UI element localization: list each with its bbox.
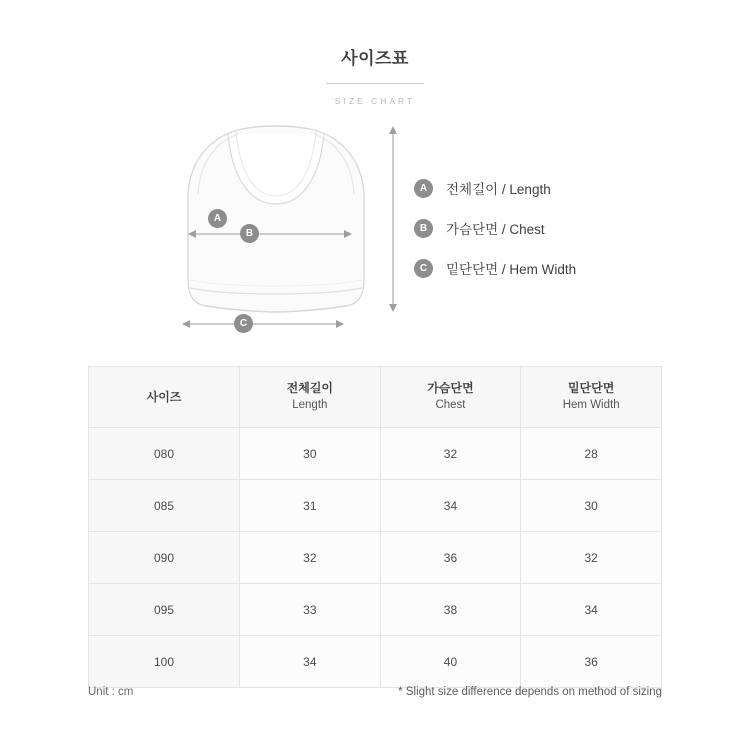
- header-chest: [380, 367, 521, 428]
- cell-chest: 34: [380, 480, 521, 532]
- cell-hem: 34: [521, 584, 662, 636]
- legend-label-length: 전체길이 / Length: [446, 182, 551, 197]
- size-table: [88, 366, 662, 688]
- cell-size: 080: [89, 428, 240, 480]
- legend: [414, 178, 576, 298]
- garment-diagram: [0, 120, 750, 350]
- cell-hem: 36: [521, 636, 662, 688]
- cell-length: 32: [240, 532, 381, 584]
- sizing-disclaimer: * Slight size difference depends on method of sizing: [398, 686, 662, 698]
- legend-badge-a: A: [414, 179, 433, 198]
- cell-chest: 40: [380, 636, 521, 688]
- size-table-body: [89, 428, 662, 688]
- table-row: [89, 532, 662, 584]
- footnotes: [88, 686, 662, 698]
- table-row: [89, 584, 662, 636]
- cell-length: 33: [240, 584, 381, 636]
- cell-size: 085: [89, 480, 240, 532]
- legend-label-chest: 가슴단면 / Chest: [446, 222, 545, 237]
- cell-size: 095: [89, 584, 240, 636]
- header-length-ko: 전체길이: [286, 380, 334, 395]
- header-hem-en: Hem Width: [562, 399, 620, 412]
- cell-length: 31: [240, 480, 381, 532]
- page-title: 사이즈표: [341, 49, 409, 68]
- cell-chest: 32: [380, 428, 521, 480]
- cell-length: 30: [240, 428, 381, 480]
- header-hem-ko: 밑단단면: [567, 380, 615, 395]
- cell-hem: 28: [521, 428, 662, 480]
- cell-size: 090: [89, 532, 240, 584]
- legend-badge-c: C: [414, 259, 433, 278]
- diagram-marker-b: B: [240, 224, 259, 243]
- header: [0, 0, 750, 106]
- diagram-marker-a: A: [208, 209, 227, 228]
- cell-hem: 32: [521, 532, 662, 584]
- header-chest-en: Chest: [435, 399, 466, 412]
- cell-hem: 30: [521, 480, 662, 532]
- cell-size: 100: [89, 636, 240, 688]
- header-length: [240, 367, 381, 428]
- table-header-row: [89, 367, 662, 428]
- legend-item-chest: [414, 218, 576, 238]
- title-divider: [326, 83, 424, 84]
- header-hem: [521, 367, 662, 428]
- header-size: 사이즈: [89, 367, 240, 428]
- sports-bra-illustration: [150, 120, 410, 345]
- cell-chest: 38: [380, 584, 521, 636]
- legend-item-hem: [414, 258, 576, 278]
- cell-chest: 36: [380, 532, 521, 584]
- table-row: [89, 636, 662, 688]
- legend-badge-b: B: [414, 219, 433, 238]
- header-chest-ko: 가슴단면: [427, 380, 474, 395]
- table-row: [89, 428, 662, 480]
- legend-item-length: [414, 178, 576, 198]
- page-subtitle: SIZE CHART: [334, 96, 416, 106]
- unit-note: Unit : cm: [88, 686, 134, 698]
- table-row: [89, 480, 662, 532]
- header-length-en: Length: [292, 399, 328, 412]
- diagram-marker-c: C: [234, 314, 253, 333]
- size-table-head: [89, 367, 662, 428]
- legend-label-hem: 밑단단면 / Hem Width: [446, 262, 577, 277]
- cell-length: 34: [240, 636, 381, 688]
- size-table-container: [88, 366, 662, 688]
